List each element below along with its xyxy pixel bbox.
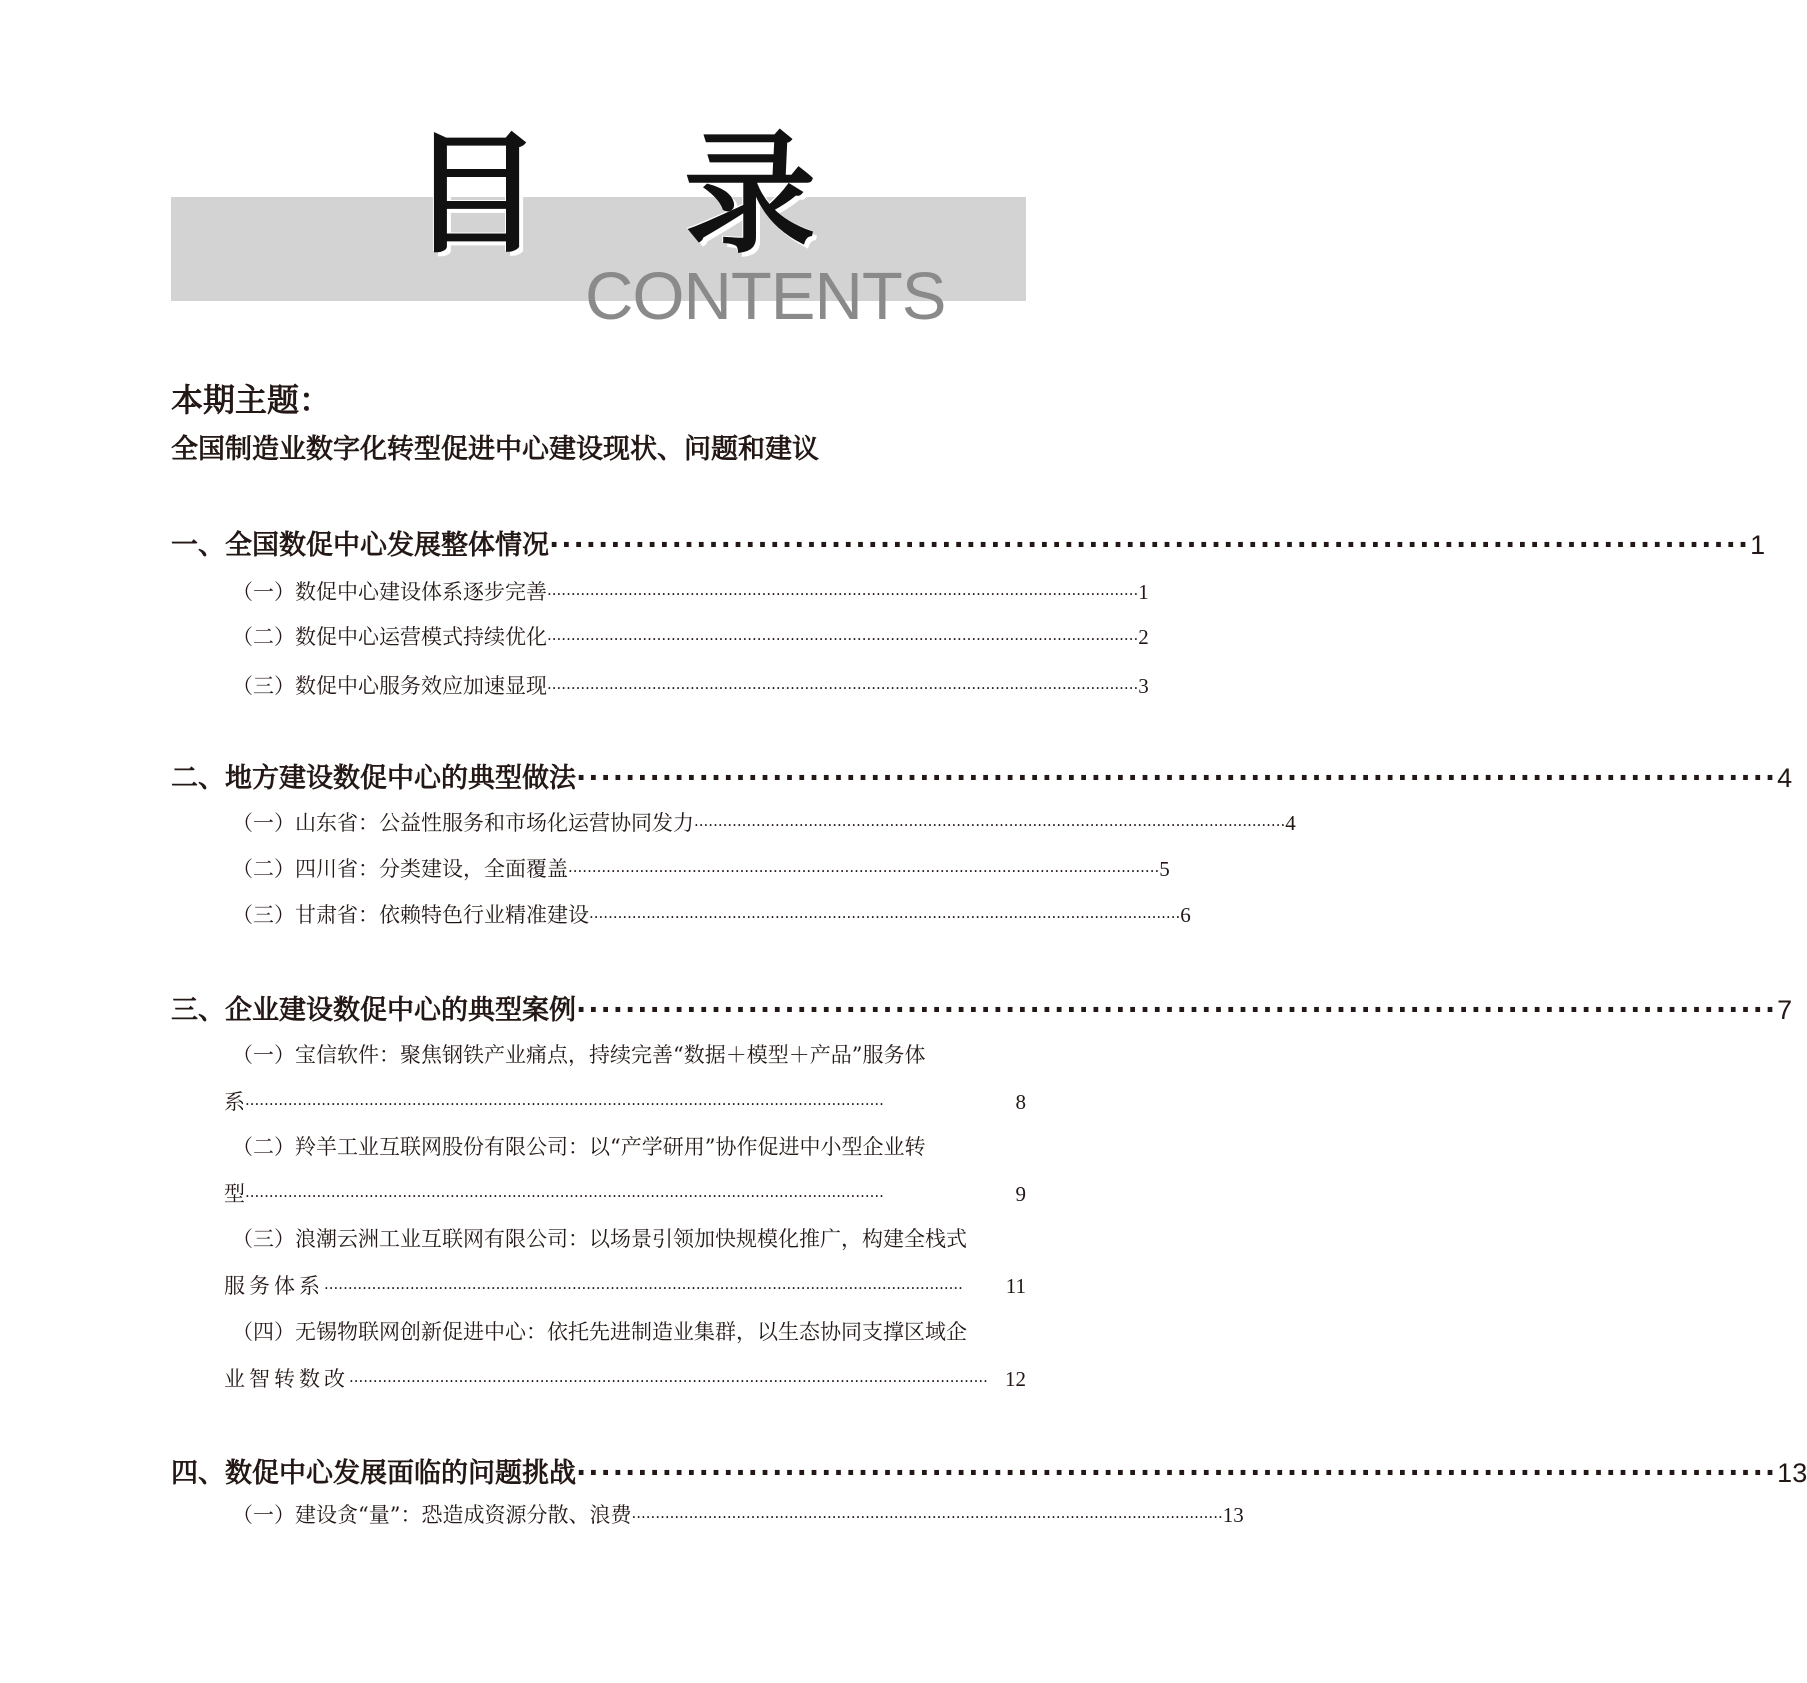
toc-item-line2[interactable] <box>224 1271 1026 1303</box>
dot-leader: ·································································································· <box>576 763 1778 794</box>
toc-item[interactable] <box>232 900 1191 932</box>
dot-leader: ···························································································································· <box>547 679 1139 697</box>
toc-item-title-cont: 服务体系 <box>224 1274 324 1298</box>
toc-page-number: 7 <box>1777 995 1793 1025</box>
dot-leader: ···························································································································· <box>568 862 1160 880</box>
toc-page-number: 1 <box>1750 530 1766 560</box>
toc-section-title: 一、全国数促中心发展整体情况 <box>171 530 549 561</box>
toc-item-title: （三）浪潮云洲工业互联网有限公司：以场景引领加快规模化推广，构建全栈式 <box>232 1227 967 1251</box>
dot-leader: ······································································································································ <box>245 1095 884 1113</box>
toc-page-number: 13 <box>1222 1503 1244 1527</box>
toc-item[interactable] <box>232 1500 1244 1532</box>
dot-leader: ···························································································································· <box>589 908 1181 926</box>
toc-page-number: 13 <box>1777 1458 1807 1488</box>
toc-page-number: 4 <box>1777 763 1793 793</box>
toc-item-line1[interactable] <box>232 1224 1026 1254</box>
toc-section-2[interactable] <box>171 758 1793 799</box>
toc-item[interactable] <box>232 808 1296 840</box>
toc-page-number: 12 <box>1005 1367 1026 1391</box>
dot-leader: ······································································································································ <box>349 1372 988 1390</box>
toc-section-3[interactable] <box>171 990 1793 1031</box>
dot-leader: ·································································································· <box>576 1458 1778 1489</box>
page-subtitle: CONTENTS <box>585 259 946 334</box>
toc-item-line2[interactable] <box>224 1179 1026 1211</box>
dot-leader: ·································································································· <box>549 530 1751 561</box>
toc-item-title-cont: 系 <box>224 1090 245 1114</box>
toc-item-title: （三）甘肃省：依赖特色行业精准建设 <box>232 903 589 927</box>
toc-section-4[interactable] <box>171 1453 1807 1494</box>
toc-page-number: 2 <box>1138 625 1149 649</box>
dot-leader: ······································································································································ <box>324 1279 963 1297</box>
theme-title: 全国制造业数字化转型促进中心建设现状、问题和建议 <box>171 434 819 465</box>
toc-page-number: 11 <box>1005 1274 1026 1298</box>
toc-item-title: （一）宝信软件：聚焦钢铁产业痛点，持续完善“数据＋模型＋产品”服务体 <box>232 1043 926 1067</box>
toc-page-number: 9 <box>1015 1182 1026 1206</box>
toc-item-title: （一）山东省：公益性服务和市场化运营协同发力 <box>232 811 694 835</box>
dot-leader: ···························································································································· <box>547 585 1139 603</box>
toc-item-title: （二）数促中心运营模式持续优化 <box>232 625 547 649</box>
toc-page-number: 1 <box>1138 580 1149 604</box>
dot-leader: ···························································································································· <box>631 1508 1223 1526</box>
theme-label: 本期主题： <box>171 381 332 419</box>
toc-item-line2[interactable] <box>224 1087 1026 1119</box>
toc-page-number: 6 <box>1180 903 1191 927</box>
toc-item[interactable] <box>232 577 1149 609</box>
toc-section-title: 三、企业建设数促中心的典型案例 <box>171 995 576 1026</box>
dot-leader: ···························································································································· <box>694 816 1286 834</box>
toc-item[interactable] <box>232 622 1149 654</box>
toc-item-title: （二）羚羊工业互联网股份有限公司：以“产学研用”协作促进中小型企业转 <box>232 1135 926 1159</box>
toc-item-line1[interactable] <box>232 1040 1026 1070</box>
toc-section-title: 四、数促中心发展面临的问题挑战 <box>171 1458 576 1489</box>
toc-item-line1[interactable] <box>232 1317 1026 1347</box>
toc-page-number: 4 <box>1285 811 1296 835</box>
toc-item-line2[interactable] <box>224 1364 1026 1396</box>
toc-item-title: （二）四川省：分类建设，全面覆盖 <box>232 857 568 881</box>
toc-item[interactable] <box>232 854 1170 886</box>
toc-section-1[interactable] <box>171 525 1766 566</box>
toc-page-number: 3 <box>1138 674 1149 698</box>
toc-item-title: （一）数促中心建设体系逐步完善 <box>232 580 547 604</box>
toc-page-number: 5 <box>1159 857 1170 881</box>
toc-item[interactable] <box>232 671 1149 703</box>
dot-leader: ······································································································································ <box>245 1187 884 1205</box>
toc-item-title-cont: 业智转数改 <box>224 1367 349 1391</box>
toc-item-title: （三）数促中心服务效应加速显现 <box>232 674 547 698</box>
dot-leader: ·································································································· <box>576 995 1778 1026</box>
toc-page-number: 8 <box>1015 1090 1026 1114</box>
dot-leader: ···························································································································· <box>547 630 1139 648</box>
toc-item-title: （四）无锡物联网创新促进中心：依托先进制造业集群，以生态协同支撑区域企 <box>232 1320 967 1344</box>
toc-item-line1[interactable] <box>232 1132 1026 1162</box>
toc-item-title-cont: 型 <box>224 1182 245 1206</box>
page-title: 目 录 <box>410 117 864 272</box>
toc-item-title: （一）建设贪“量”：恐造成资源分散、浪费 <box>232 1503 632 1527</box>
toc-section-title: 二、地方建设数促中心的典型做法 <box>171 763 576 794</box>
